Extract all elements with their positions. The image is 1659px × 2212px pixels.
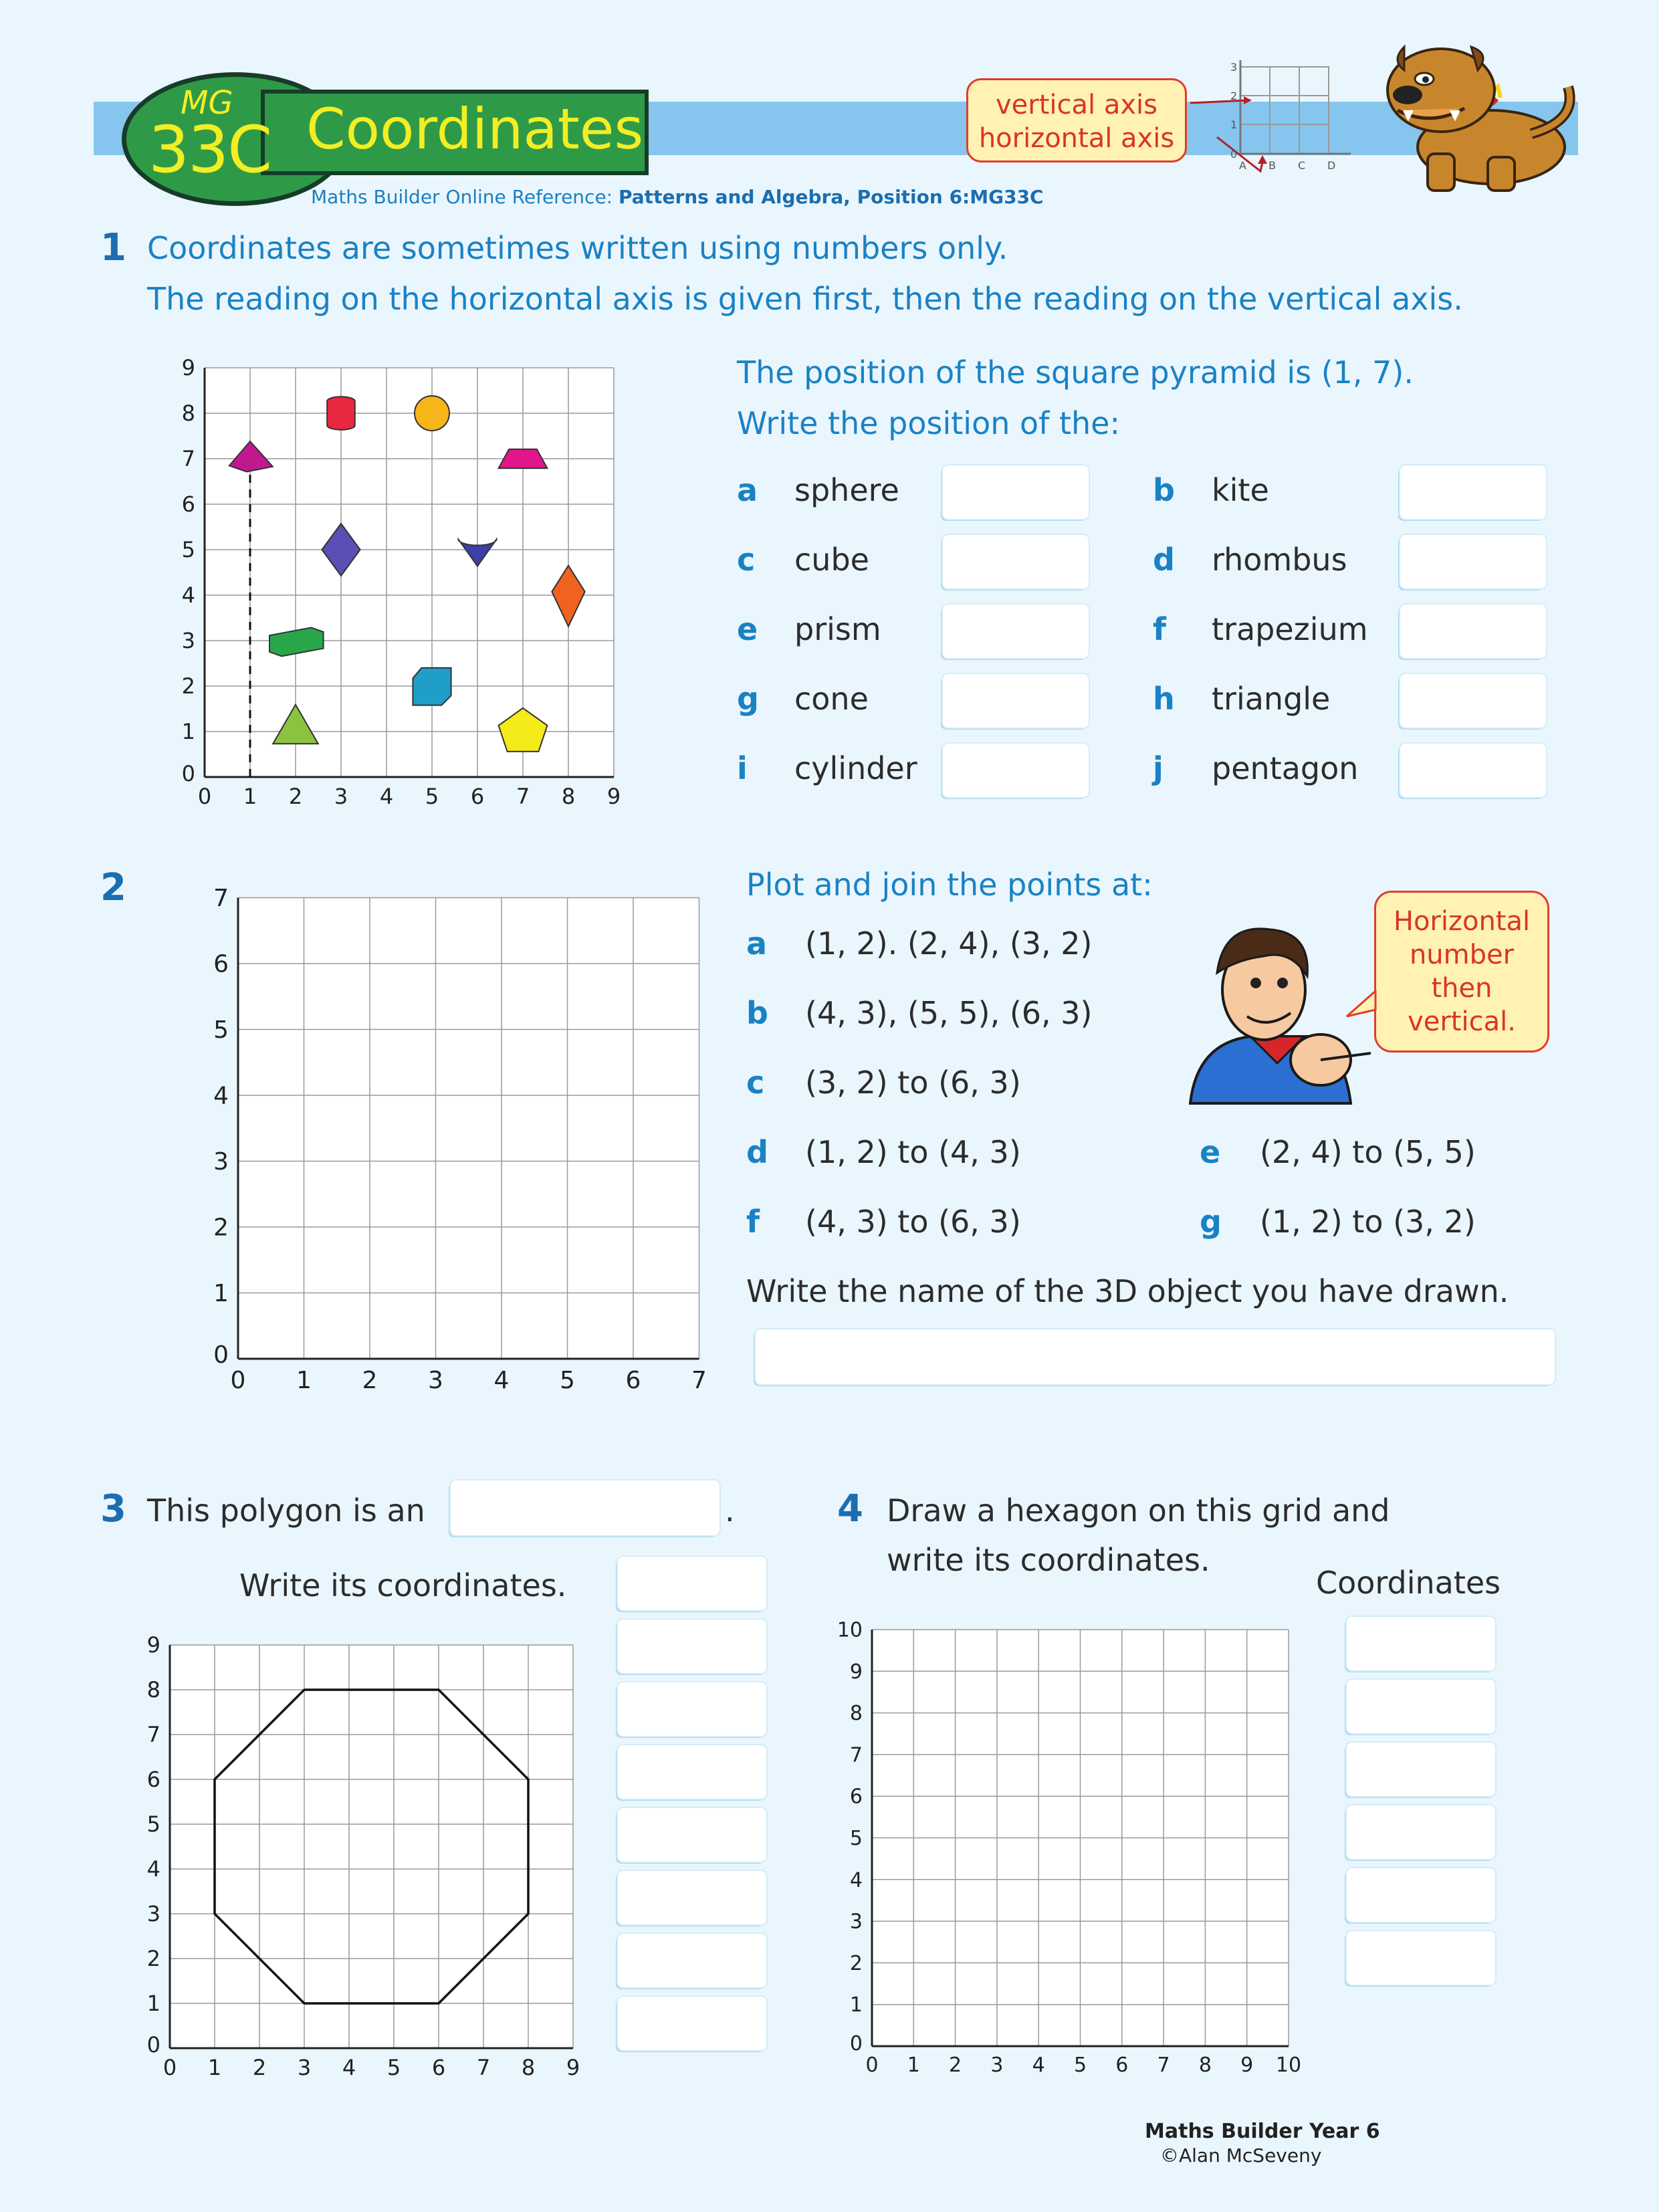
q4-coord-box-2[interactable]: [1347, 1680, 1495, 1733]
q2-answer-box[interactable]: [756, 1329, 1555, 1384]
q4-y-tick: 10: [837, 1618, 863, 1642]
q1-line1: Coordinates are sometimes written using numbers only.: [147, 230, 1008, 266]
q1-item-kite: kite: [1212, 472, 1269, 508]
q3-y-tick: 3: [146, 1901, 160, 1927]
q1-y-tick: 9: [181, 355, 195, 381]
q4-x-tick: 9: [1240, 2054, 1254, 2077]
q4-y-tick: 6: [849, 1785, 863, 1809]
q4-x-tick: 1: [907, 2054, 920, 2077]
q1-letter-e: e: [737, 611, 758, 647]
q4-y-tick: 8: [849, 1702, 863, 1726]
q4-y-tick: 5: [849, 1827, 863, 1850]
q4-grid-chart[interactable]: [829, 1612, 1311, 2086]
q4-coord-box-3[interactable]: [1347, 1743, 1495, 1796]
axis-callout: [966, 78, 1187, 162]
q3-coord-box-5[interactable]: [618, 1808, 766, 1862]
mini-x-a: A: [1239, 159, 1246, 172]
q3-grid-chart: [134, 1618, 595, 2086]
q2-prompt: Write the name of the 3D object you have drawn.: [746, 1273, 1509, 1309]
q3-y-tick: 6: [146, 1767, 160, 1793]
q2-x-tick: 7: [691, 1367, 707, 1394]
q4-y-tick: 0: [849, 2032, 863, 2056]
q1-letter-a: a: [737, 472, 758, 508]
q2-x-tick: 2: [362, 1367, 378, 1394]
hint-line-1: Horizontal: [1393, 906, 1531, 937]
q1-x-tick: 1: [243, 784, 257, 809]
q4-coord-box-6[interactable]: [1347, 1931, 1495, 1985]
q4-coord-box-1[interactable]: [1347, 1617, 1495, 1670]
q2-item-f: (4, 3) to (6, 3): [805, 1204, 1021, 1240]
q4-coord-box-5[interactable]: [1347, 1868, 1495, 1922]
q1-item-pentagon: pentagon: [1212, 750, 1359, 786]
q4-y-tick: 3: [849, 1910, 863, 1934]
q2-grid-bg: [238, 898, 699, 1359]
q1-number: 1: [100, 226, 126, 269]
q4-line2: write its coordinates.: [887, 1542, 1210, 1578]
q1-letter-i: i: [737, 750, 748, 786]
q1-y-tick: 0: [181, 761, 195, 786]
bubble-tail: [1344, 990, 1384, 1030]
callout-vertical: vertical axis: [996, 90, 1157, 120]
q2-item-d: (1, 2) to (4, 3): [805, 1134, 1021, 1170]
q3-coord-box-2[interactable]: [618, 1620, 766, 1673]
q1-answer-f[interactable]: [1400, 604, 1546, 658]
q2-y-tick: 1: [213, 1280, 229, 1308]
q3-coord-box-6[interactable]: [618, 1871, 766, 1924]
q1-y-tick: 2: [181, 673, 195, 699]
q2-letter-g: g: [1200, 1204, 1222, 1240]
q4-x-tick: 5: [1073, 2054, 1087, 2077]
q4-y-tick: 4: [849, 1868, 863, 1892]
q3-y-tick: 4: [146, 1856, 160, 1882]
q2-letter-b: b: [746, 995, 768, 1031]
q1-answer-j[interactable]: [1400, 744, 1546, 797]
mini-y-0: 0: [1230, 148, 1238, 160]
q3-x-tick: 0: [162, 2055, 177, 2080]
hint-bubble: [1374, 891, 1549, 1053]
q3-coord-box-8[interactable]: [618, 1997, 766, 2050]
q3-coord-box-4[interactable]: [618, 1745, 766, 1799]
q1-item-triangle: triangle: [1212, 681, 1331, 717]
q3-x-tick: 3: [297, 2055, 312, 2080]
q4-y-tick: 9: [849, 1660, 863, 1684]
q1-letter-g: g: [737, 681, 759, 717]
q1-grid-chart: [160, 348, 629, 816]
q1-answer-d[interactable]: [1400, 535, 1546, 588]
q3-x-tick: 1: [207, 2055, 222, 2080]
q1-answer-g[interactable]: [943, 674, 1089, 728]
page-title: Coordinates: [306, 96, 644, 162]
q1-x-tick: 5: [425, 784, 439, 809]
mini-axis-grid: [1177, 53, 1377, 187]
q2-letter-f: f: [746, 1204, 760, 1240]
q2-y-tick: 0: [213, 1341, 229, 1369]
hint-line-3: then: [1431, 973, 1492, 1004]
mini-y-3: 3: [1230, 61, 1238, 74]
q4-x-tick: 2: [949, 2054, 962, 2077]
q1-answer-e[interactable]: [943, 604, 1089, 658]
q1-x-tick: 0: [197, 784, 212, 809]
q3-write-coords: Write its coordinates.: [239, 1567, 567, 1603]
q2-letter-a: a: [746, 925, 768, 962]
q1-answer-c[interactable]: [943, 535, 1089, 588]
q1-letter-c: c: [737, 542, 756, 578]
q1-grid-bg: [205, 368, 614, 777]
q2-y-tick: 5: [213, 1016, 229, 1044]
q1-shape-sphere: [415, 396, 449, 431]
hint-line-2: number: [1409, 939, 1515, 970]
q1-x-tick: 6: [470, 784, 485, 809]
q4-x-tick: 6: [1115, 2054, 1129, 2077]
q4-x-tick: 7: [1157, 2054, 1170, 2077]
q2-x-tick: 5: [560, 1367, 575, 1394]
q4-x-tick: 3: [990, 2054, 1004, 2077]
q1-x-tick: 2: [288, 784, 303, 809]
q1-letter-h: h: [1153, 681, 1175, 717]
q1-letter-j: j: [1153, 750, 1164, 786]
q1-y-tick: 7: [181, 446, 195, 472]
q1-letter-f: f: [1153, 611, 1167, 647]
q4-x-tick: 0: [865, 2054, 879, 2077]
q2-letter-c: c: [746, 1065, 765, 1101]
q1-y-tick: 1: [181, 719, 195, 745]
q1-y-tick: 5: [181, 537, 195, 563]
q3-text: This polygon is an: [147, 1492, 425, 1529]
q3-period: .: [725, 1492, 735, 1529]
q1-info1: The position of the square pyramid is (1, 7).: [737, 354, 1414, 391]
q3-x-tick: 4: [342, 2055, 356, 2080]
q3-y-tick: 0: [146, 2032, 160, 2058]
q3-x-tick: 9: [566, 2055, 580, 2080]
q1-item-cone: cone: [794, 681, 869, 717]
q3-coord-box-1[interactable]: [618, 1557, 766, 1610]
q1-x-tick: 7: [516, 784, 530, 809]
bulldog-illustration: [1377, 33, 1585, 194]
q3-coord-box-3[interactable]: [618, 1682, 766, 1736]
q1-item-prism: prism: [794, 611, 881, 647]
q1-x-tick: 4: [379, 784, 394, 809]
q2-y-tick: 7: [213, 885, 229, 913]
q1-shape-cylinder: [327, 397, 355, 429]
q3-polygon-name-box[interactable]: [451, 1480, 720, 1535]
q1-item-rhombus: rhombus: [1212, 542, 1347, 578]
q4-number: 4: [837, 1487, 863, 1531]
q1-item-trapezium: trapezium: [1212, 611, 1368, 647]
q1-shape-cube: [413, 668, 451, 705]
q1-info2: Write the position of the:: [737, 405, 1120, 441]
q3-x-tick: 7: [476, 2055, 491, 2080]
q1-item-cylinder: cylinder: [794, 750, 917, 786]
q2-item-a: (1, 2). (2, 4), (3, 2): [805, 925, 1093, 962]
q1-x-tick: 3: [334, 784, 348, 809]
q2-item-c: (3, 2) to (6, 3): [805, 1065, 1021, 1101]
q3-y-tick: 1: [146, 1991, 160, 2017]
q2-x-tick: 1: [296, 1367, 312, 1394]
q1-y-tick: 3: [181, 628, 195, 654]
q2-item-e: (2, 4) to (5, 5): [1260, 1134, 1476, 1170]
q3-y-tick: 7: [146, 1722, 160, 1748]
q1-y-tick: 8: [181, 401, 195, 427]
footer-copyright: ©Alan McSeveny: [1160, 2144, 1322, 2167]
q1-answer-i[interactable]: [943, 744, 1089, 797]
q1-item-cube: cube: [794, 542, 869, 578]
q2-heading: Plot and join the points at:: [746, 867, 1153, 903]
q3-y-tick: 5: [146, 1811, 160, 1838]
q4-line1: Draw a hexagon on this grid and: [887, 1492, 1390, 1529]
q2-y-tick: 3: [213, 1148, 229, 1176]
q3-grid-bg: [170, 1645, 573, 2048]
q2-y-tick: 4: [213, 1082, 229, 1110]
q4-x-tick: 8: [1198, 2054, 1212, 2077]
q3-x-tick: 6: [431, 2055, 446, 2080]
mini-x-b: B: [1268, 159, 1276, 172]
q3-x-tick: 8: [521, 2055, 536, 2080]
mini-y-1: 1: [1230, 118, 1238, 131]
q1-y-tick: 4: [181, 582, 195, 609]
mini-y-2: 2: [1230, 90, 1238, 102]
mini-x-d: D: [1327, 159, 1336, 172]
hint-line-4: vertical.: [1408, 1006, 1516, 1037]
reference-line: Maths Builder Online Reference: Patterns and Algebra, Position 6:MG33C: [311, 186, 1044, 208]
mini-x-c: C: [1298, 159, 1306, 172]
q2-y-tick: 6: [213, 950, 229, 978]
q4-y-tick: 1: [849, 1993, 863, 2017]
q3-x-tick: 2: [252, 2055, 267, 2080]
q1-item-sphere: sphere: [794, 472, 899, 508]
q1-y-tick: 6: [181, 491, 195, 518]
q2-x-tick: 6: [625, 1367, 641, 1394]
q2-letter-d: d: [746, 1134, 768, 1170]
q1-letter-d: d: [1153, 542, 1175, 578]
q4-y-tick: 7: [849, 1743, 863, 1767]
q2-number: 2: [100, 866, 126, 909]
q1-answer-b[interactable]: [1400, 465, 1546, 519]
q2-y-tick: 2: [213, 1214, 229, 1242]
q2-x-tick: 0: [230, 1367, 246, 1394]
q4-coords-label: Coordinates: [1316, 1565, 1501, 1601]
footer-title: Maths Builder Year 6: [1145, 2120, 1380, 2143]
badge-number: 33C: [148, 112, 271, 187]
q2-item-b: (4, 3), (5, 5), (6, 3): [805, 995, 1093, 1031]
q1-x-tick: 9: [606, 784, 621, 809]
q1-x-tick: 8: [561, 784, 576, 809]
q1-line2: The reading on the horizontal axis is given first, then the reading on the vertical axis.: [147, 281, 1463, 317]
q2-x-tick: 3: [428, 1367, 443, 1394]
q3-coord-box-7[interactable]: [618, 1934, 766, 1987]
q1-answer-a[interactable]: [943, 465, 1089, 519]
q4-coord-box-4[interactable]: [1347, 1805, 1495, 1859]
q4-y-tick: 2: [849, 1951, 863, 1975]
q1-letter-b: b: [1153, 472, 1175, 508]
badge-mg: MG: [181, 84, 233, 122]
q3-y-tick: 8: [146, 1677, 160, 1703]
q3-x-tick: 5: [386, 2055, 401, 2080]
callout-horizontal: horizontal axis: [978, 123, 1175, 154]
q3-number: 3: [100, 1487, 126, 1531]
q1-answer-h[interactable]: [1400, 674, 1546, 728]
q2-item-g: (1, 2) to (3, 2): [1260, 1204, 1476, 1240]
q2-letter-e: e: [1200, 1134, 1221, 1170]
q2-x-tick: 4: [493, 1367, 510, 1394]
q4-x-tick: 4: [1032, 2054, 1045, 2077]
q4-x-tick: 10: [1275, 2054, 1302, 2077]
q2-grid-chart[interactable]: [167, 869, 722, 1404]
q3-y-tick: 9: [146, 1632, 160, 1658]
q3-y-tick: 2: [146, 1946, 160, 1972]
